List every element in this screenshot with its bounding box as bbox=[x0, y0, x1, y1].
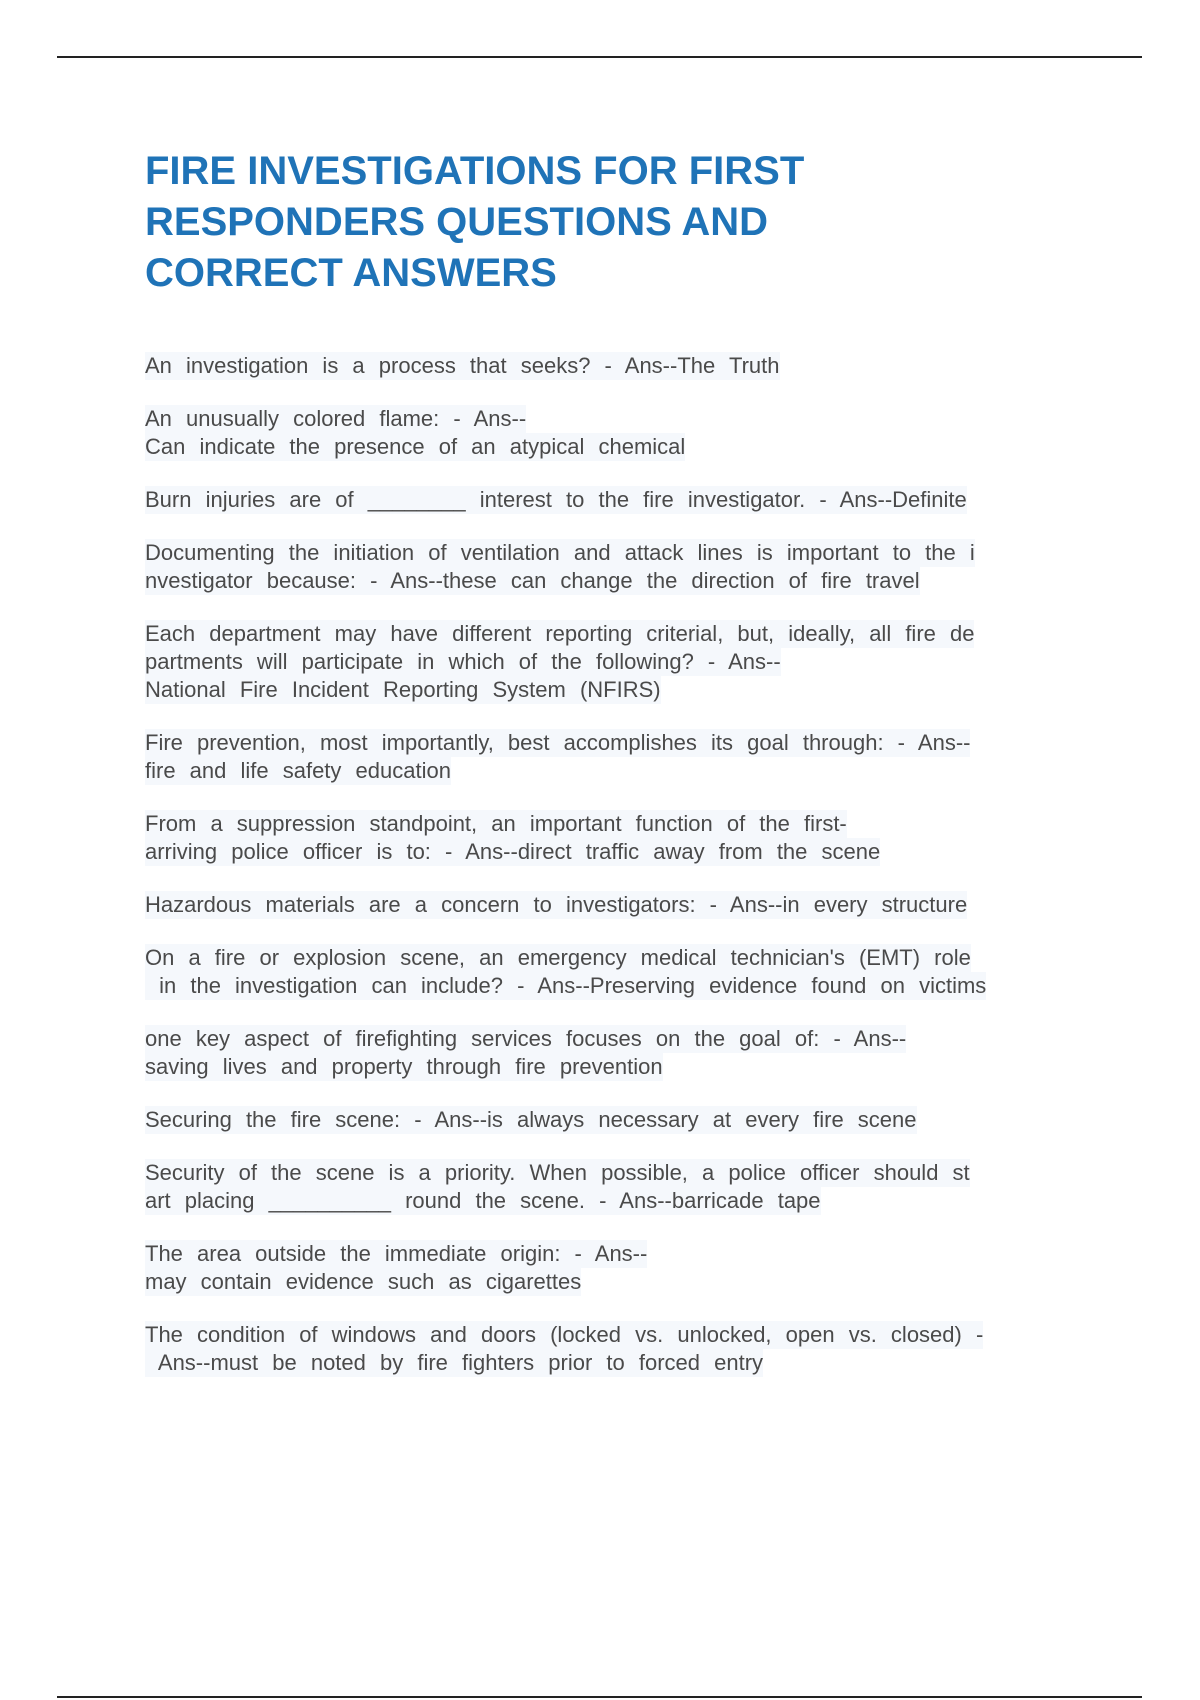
qa-line: Each department may have different reporting criterial, but, ideally, all fire de bbox=[145, 621, 975, 646]
qa-line: National Fire Incident Reporting System (NFIRS) bbox=[145, 677, 661, 702]
qa-line: Fire prevention, most importantly, best accomplishes its goal through: - Ans-- bbox=[145, 730, 971, 755]
qa-item bbox=[145, 944, 1090, 1000]
qa-line: The condition of windows and doors (locked vs. unlocked, open vs. closed) - bbox=[145, 1322, 984, 1347]
qa-item bbox=[145, 620, 1090, 704]
document-title bbox=[145, 146, 945, 299]
qa-item bbox=[145, 1106, 1090, 1134]
qa-line: The area outside the immediate origin: - Ans-- bbox=[145, 1241, 648, 1266]
qa-item bbox=[145, 1240, 1090, 1296]
qa-line: An investigation is a process that seeks? - Ans--The Truth bbox=[145, 353, 780, 378]
qa-item bbox=[145, 352, 1090, 380]
qa-line: nvestigator because: - Ans--these can change the direction of fire travel bbox=[145, 568, 920, 593]
qa-line: Can indicate the presence of an atypical chemical bbox=[145, 434, 686, 459]
qa-line: arriving police officer is to: - Ans--direct traffic away from the scene bbox=[145, 839, 881, 864]
qa-line: Burn injuries are of ________ interest to the fire investigator. - Ans--Definite bbox=[145, 487, 967, 512]
qa-line: From a suppression standpoint, an important function of the first- bbox=[145, 811, 847, 836]
title-line: CORRECT ANSWERS bbox=[145, 251, 557, 295]
header-rule bbox=[57, 56, 1142, 58]
title-line: RESPONDERS QUESTIONS AND bbox=[145, 200, 769, 244]
qa-list bbox=[145, 352, 1090, 1402]
qa-line: Ans--must be noted by fire fighters prior to forced entry bbox=[145, 1350, 764, 1375]
footer-rule bbox=[57, 1696, 1142, 1698]
qa-item bbox=[145, 729, 1090, 785]
qa-item bbox=[145, 810, 1090, 866]
qa-line: Hazardous materials are a concern to investigators: - Ans--in every structure bbox=[145, 892, 968, 917]
qa-line: On a fire or explosion scene, an emergency medical technician's (EMT) role bbox=[145, 945, 971, 970]
qa-line: one key aspect of firefighting services focuses on the goal of: - Ans-- bbox=[145, 1026, 907, 1051]
qa-line: saving lives and property through fire prevention bbox=[145, 1054, 663, 1079]
qa-item bbox=[145, 891, 1090, 919]
qa-line: fire and life safety education bbox=[145, 758, 451, 783]
title-line: FIRE INVESTIGATIONS FOR FIRST bbox=[145, 149, 805, 193]
qa-item bbox=[145, 1025, 1090, 1081]
qa-item bbox=[145, 1321, 1090, 1377]
qa-item bbox=[145, 486, 1090, 514]
qa-line: art placing __________ round the scene. - Ans--barricade tape bbox=[145, 1188, 821, 1213]
qa-item bbox=[145, 405, 1090, 461]
qa-line: in the investigation can include? - Ans--Preserving evidence found on victims bbox=[145, 973, 987, 998]
qa-line: Securing the fire scene: - Ans--is always necessary at every fire scene bbox=[145, 1107, 917, 1132]
qa-line: may contain evidence such as cigarettes bbox=[145, 1269, 582, 1294]
qa-line: Security of the scene is a priority. When possible, a police officer should st bbox=[145, 1160, 970, 1185]
qa-line: Documenting the initiation of ventilation and attack lines is important to the i bbox=[145, 540, 975, 565]
qa-item bbox=[145, 539, 1090, 595]
qa-line: partments will participate in which of the following? - Ans-- bbox=[145, 649, 781, 674]
qa-line: An unusually colored flame: - Ans-- bbox=[145, 406, 527, 431]
qa-item bbox=[145, 1159, 1090, 1215]
